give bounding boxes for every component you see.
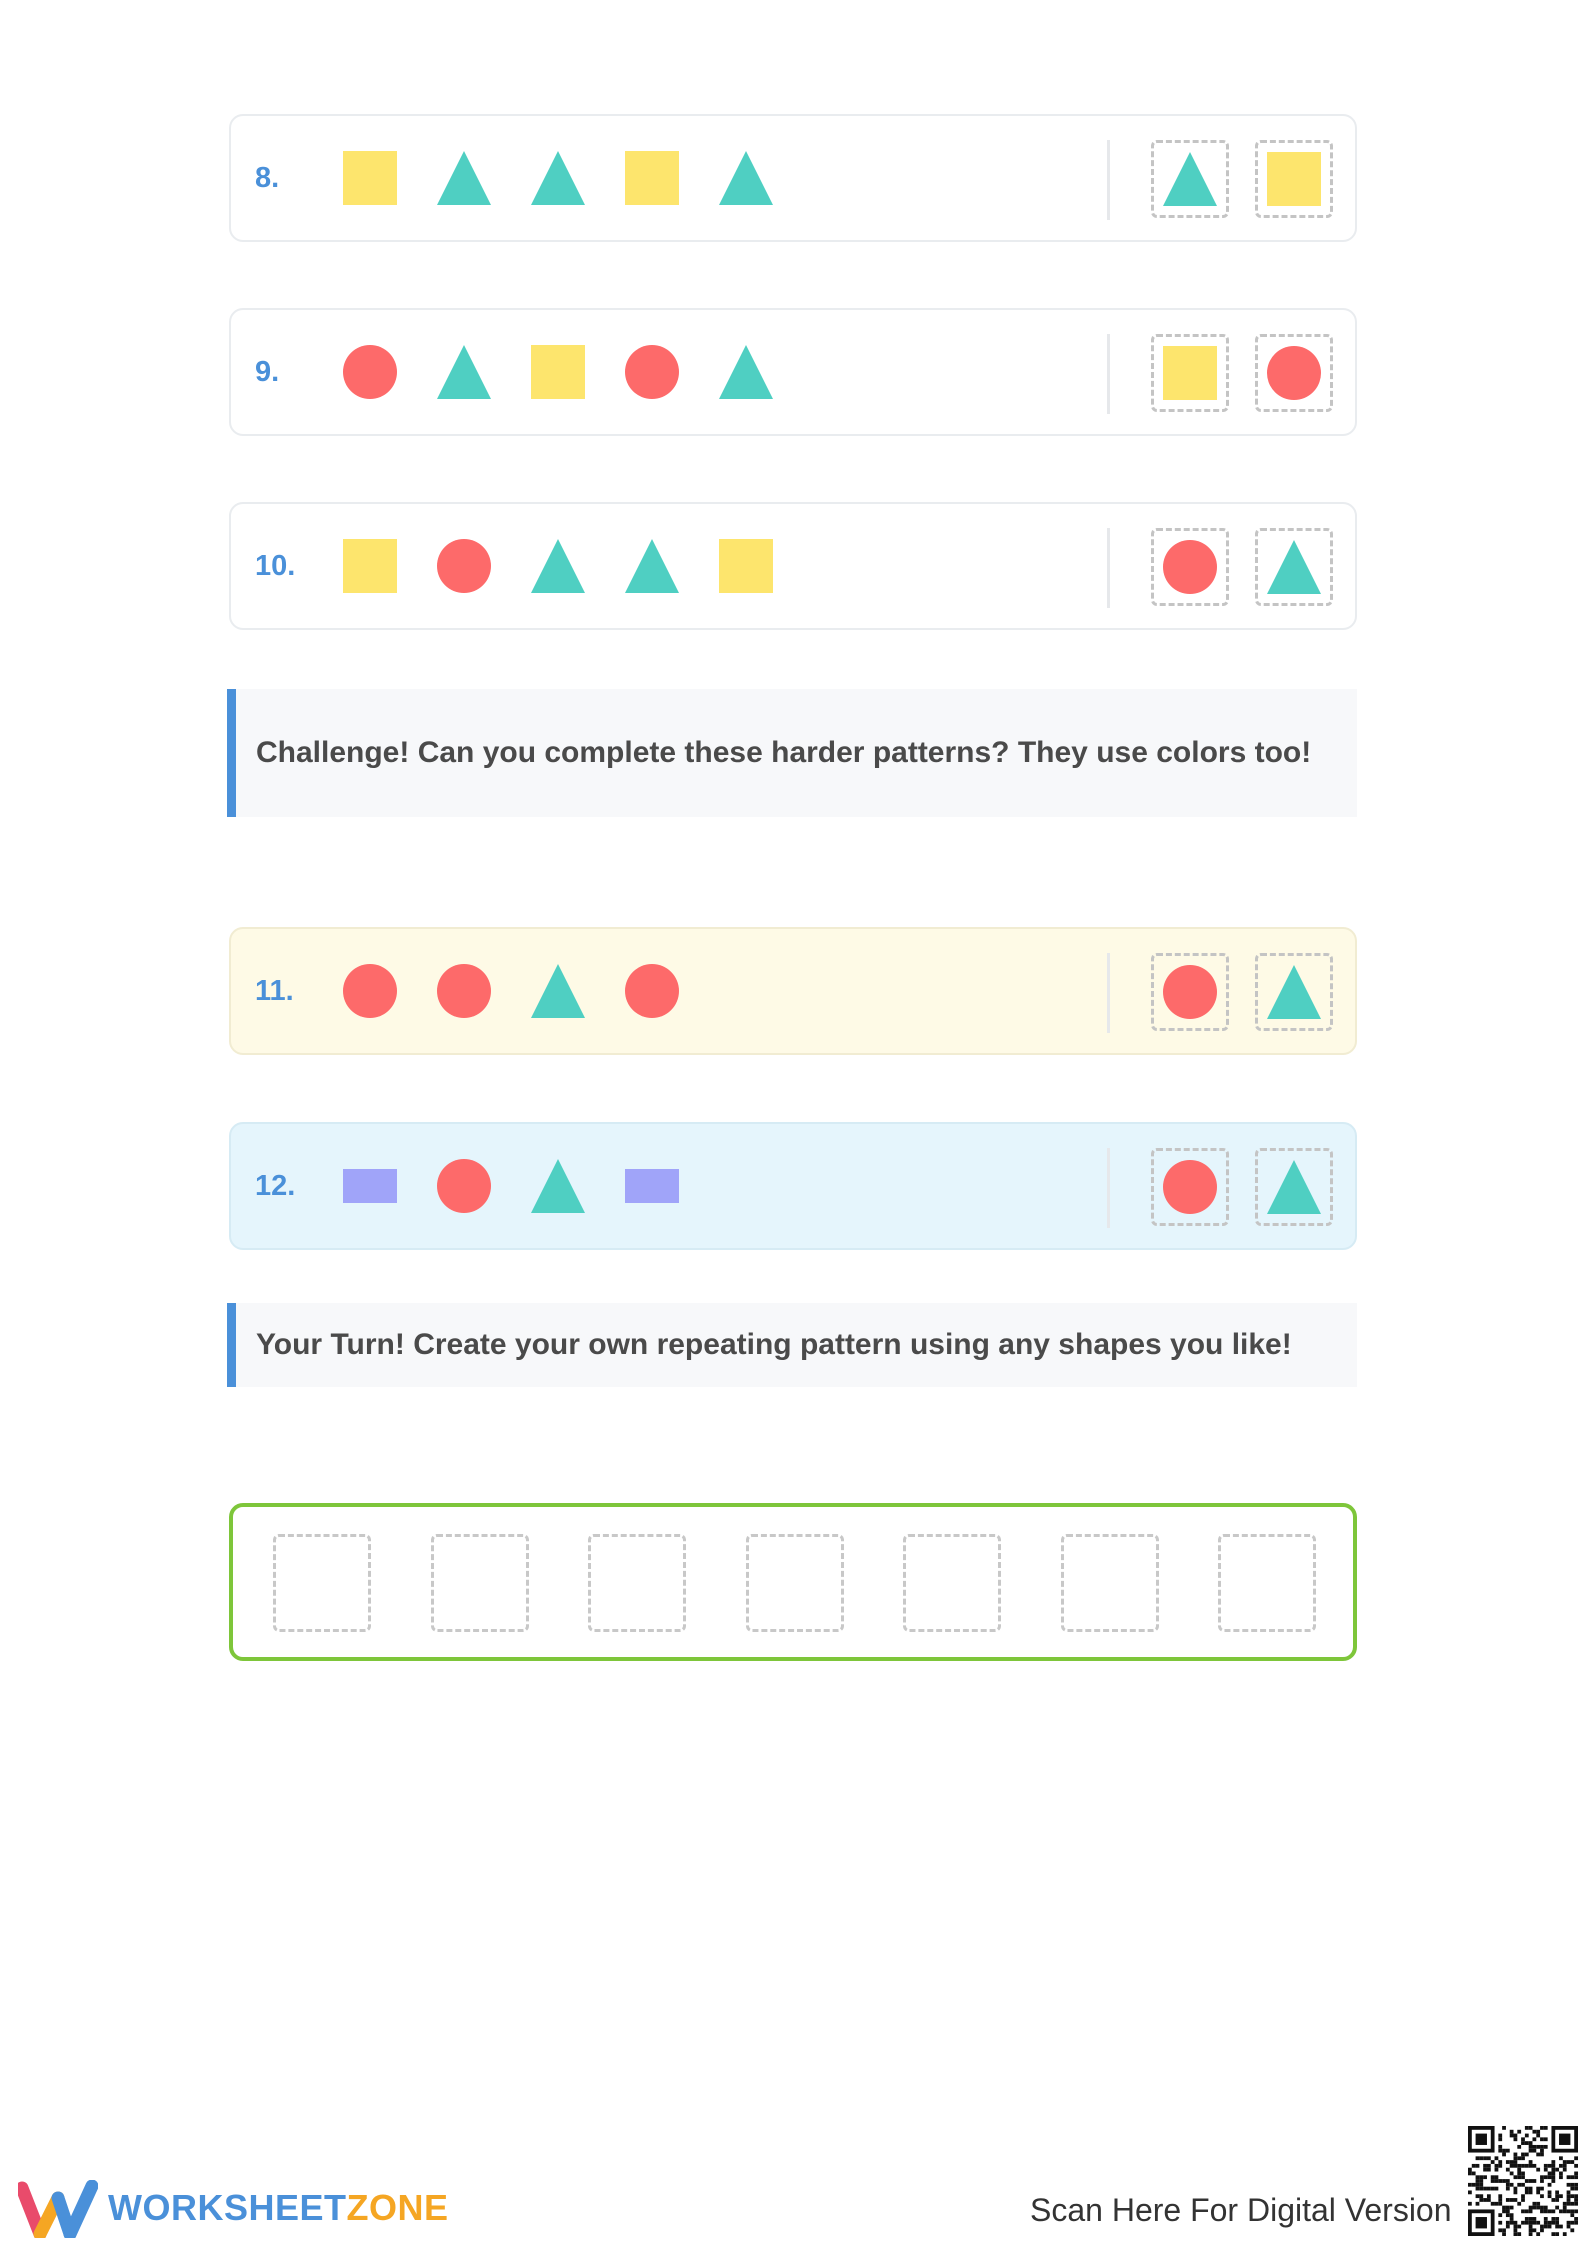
circle-shape: [437, 539, 491, 593]
answer-box[interactable]: [1255, 528, 1333, 606]
triangle-shape: [531, 1159, 585, 1213]
pattern-row: [229, 114, 1357, 242]
circle-answer-shape: [1163, 965, 1217, 1019]
pattern-row: [229, 1122, 1357, 1250]
triangle-shape: [531, 539, 585, 593]
answer-box[interactable]: [1151, 953, 1229, 1031]
blank-shape-box[interactable]: [903, 1534, 1001, 1632]
square-shape: [531, 345, 585, 399]
pattern-number: 11.: [255, 975, 294, 1007]
circle-answer-shape: [1163, 540, 1217, 594]
rectangle-shape: [343, 1169, 397, 1203]
answer-box[interactable]: [1151, 528, 1229, 606]
square-answer-shape: [1163, 346, 1217, 400]
worksheetzone-logo-icon: [18, 2180, 98, 2238]
brand-part-1: WORKSHEET: [108, 2187, 347, 2228]
answer-divider: [1107, 953, 1110, 1033]
rectangle-shape: [625, 1169, 679, 1203]
answer-box[interactable]: [1151, 1148, 1229, 1226]
blank-shape-box[interactable]: [273, 1534, 371, 1632]
triangle-answer-shape: [1267, 540, 1321, 594]
circle-shape: [625, 345, 679, 399]
answer-box[interactable]: [1151, 334, 1229, 412]
brand-part-2: ZONE: [346, 2187, 449, 2228]
square-shape: [625, 151, 679, 205]
square-shape: [343, 151, 397, 205]
blank-shape-box[interactable]: [1218, 1534, 1316, 1632]
circle-shape: [625, 964, 679, 1018]
triangle-answer-shape: [1163, 152, 1217, 206]
square-answer-shape: [1267, 152, 1321, 206]
pattern-number: 12.: [255, 1170, 296, 1202]
square-shape: [719, 539, 773, 593]
circle-shape: [437, 1159, 491, 1213]
your-turn-text: Your Turn! Create your own repeating pattern using any shapes you like!: [256, 1328, 1292, 1361]
blank-shape-box[interactable]: [1061, 1534, 1159, 1632]
circle-shape: [343, 964, 397, 1018]
create-pattern-box: [229, 1503, 1357, 1661]
triangle-shape: [625, 539, 679, 593]
answer-divider: [1107, 140, 1110, 220]
triangle-shape: [437, 345, 491, 399]
pattern-number: 8.: [255, 162, 280, 194]
pattern-row: [229, 927, 1357, 1055]
blank-shape-box[interactable]: [431, 1534, 529, 1632]
triangle-answer-shape: [1267, 965, 1321, 1019]
qr-code-icon[interactable]: [1468, 2126, 1578, 2236]
triangle-answer-shape: [1267, 1160, 1321, 1214]
answer-box[interactable]: [1255, 1148, 1333, 1226]
pattern-row: [229, 502, 1357, 630]
blank-shape-box[interactable]: [746, 1534, 844, 1632]
circle-shape: [343, 345, 397, 399]
answer-box[interactable]: [1255, 953, 1333, 1031]
square-shape: [343, 539, 397, 593]
answer-divider: [1107, 528, 1110, 608]
answer-box[interactable]: [1151, 140, 1229, 218]
your-turn-callout: [227, 1303, 1357, 1387]
circle-answer-shape: [1163, 1160, 1217, 1214]
answer-box[interactable]: [1255, 334, 1333, 412]
triangle-shape: [531, 151, 585, 205]
answer-divider: [1107, 334, 1110, 414]
answer-box[interactable]: [1255, 140, 1333, 218]
challenge-callout: [227, 689, 1357, 817]
circle-shape: [437, 964, 491, 1018]
circle-answer-shape: [1267, 346, 1321, 400]
pattern-number: 10.: [255, 550, 296, 582]
challenge-text: Challenge! Can you complete these harder patterns? They use colors too!: [256, 736, 1312, 769]
triangle-shape: [531, 964, 585, 1018]
pattern-number: 9.: [255, 356, 280, 388]
brand-name: [108, 2187, 449, 2229]
pattern-row: [229, 308, 1357, 436]
blank-shape-box[interactable]: [588, 1534, 686, 1632]
scan-instruction: Scan Here For Digital Version: [1030, 2192, 1452, 2228]
triangle-shape: [719, 345, 773, 399]
triangle-shape: [437, 151, 491, 205]
triangle-shape: [719, 151, 773, 205]
answer-divider: [1107, 1148, 1110, 1228]
